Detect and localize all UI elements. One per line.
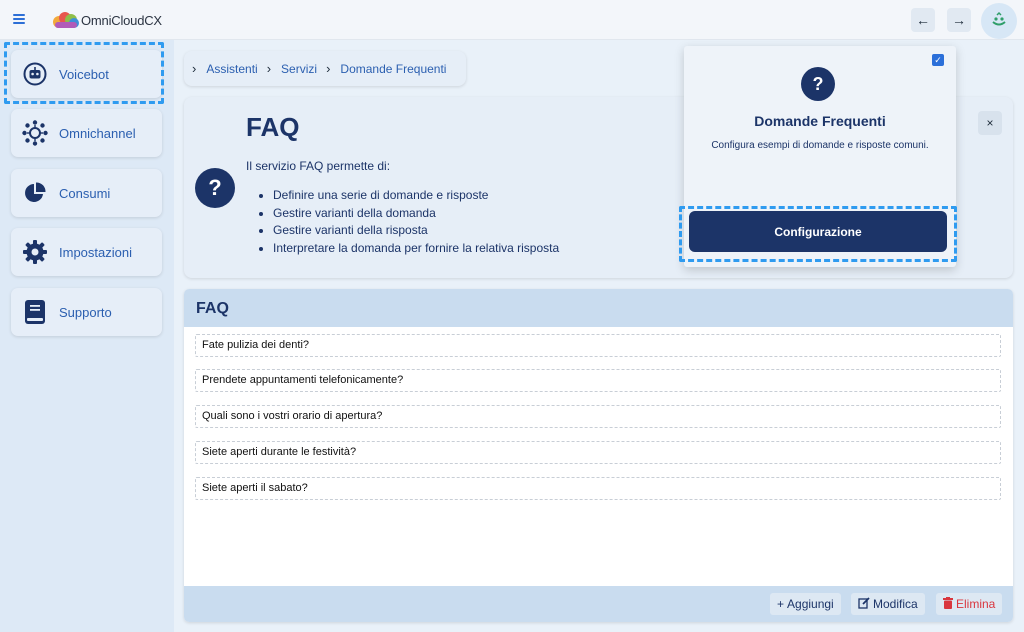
edit-button-label: Modifica [873, 597, 918, 611]
sidebar [0, 40, 174, 632]
arrow-left-icon: ← [916, 12, 930, 28]
breadcrumb-domande-frequenti[interactable]: Domande Frequenti [340, 61, 447, 76]
bot-avatar-icon [989, 11, 1009, 31]
arrow-right-icon: → [952, 12, 966, 28]
faq-table-header [184, 289, 1013, 327]
feature-item: • Definire una serie di domande e risposte [273, 187, 559, 205]
sidebar-item-label: Voicebot [59, 66, 109, 82]
delete-button-label: Elimina [956, 597, 996, 611]
sidebar-item-consumi[interactable] [11, 169, 162, 217]
configurazione-button[interactable]: Configurazione [689, 211, 947, 252]
sidebar-item-omnichannel[interactable] [11, 109, 162, 157]
back-button[interactable] [911, 8, 935, 32]
popup-title: Domande Frequenti [754, 113, 886, 129]
gear-icon [22, 239, 48, 265]
edit-icon [858, 597, 870, 612]
faq-row[interactable]: Prendete appuntamenti telefonicamente? [195, 369, 1001, 392]
edit-button[interactable] [851, 593, 925, 615]
robot-icon [22, 61, 48, 87]
close-button[interactable] [978, 111, 1002, 135]
forward-button[interactable] [947, 8, 971, 32]
cloud-logo-icon [52, 11, 80, 29]
menu-icon[interactable] [13, 12, 27, 26]
faq-table-title: FAQ [196, 300, 229, 317]
sidebar-item-voicebot[interactable] [11, 50, 162, 98]
app-title: OmniCloudCX [81, 12, 162, 28]
popup-subtitle: Configura esempi di domande e risposte comuni. [711, 140, 929, 151]
feature-item: • Gestire varianti della domanda [273, 205, 559, 223]
check-icon: ✓ [934, 54, 942, 65]
top-bar [0, 0, 1024, 40]
trash-icon [943, 597, 953, 612]
page-title: FAQ [246, 112, 300, 142]
breadcrumb-servizi[interactable]: Servizi [281, 61, 318, 76]
sidebar-item-label: Omnichannel [59, 125, 136, 141]
close-icon: × [986, 116, 994, 130]
add-button[interactable] [770, 593, 841, 615]
feature-item: • Interpretare la domanda per fornire la relativa risposta [273, 240, 559, 258]
question-icon: ? [801, 67, 835, 101]
add-button-label: Aggiungi [787, 597, 834, 611]
service-card-popup [684, 46, 956, 267]
question-icon: ? [195, 168, 235, 208]
sidebar-item-label: Consumi [59, 185, 111, 201]
sidebar-item-label: Impostazioni [59, 244, 132, 260]
sidebar-item-label: Supporto [59, 304, 112, 320]
chevron-right-icon: › [266, 61, 272, 76]
avatar[interactable] [981, 3, 1017, 39]
logo [52, 9, 162, 31]
sidebar-item-impostazioni[interactable] [11, 228, 162, 276]
faq-table [184, 289, 1013, 622]
delete-button[interactable] [936, 593, 1002, 615]
faq-row[interactable]: Fate pulizia dei denti? [195, 334, 1001, 357]
feature-list [273, 187, 559, 257]
faq-row[interactable]: Siete aperti durante le festività? [195, 441, 1001, 464]
breadcrumb [184, 51, 466, 86]
faq-row[interactable]: Quali sono i vostri orario di apertura? [195, 405, 1001, 428]
faq-row[interactable]: Siete aperti il sabato? [195, 477, 1001, 500]
plus-icon: + [777, 597, 785, 611]
sidebar-item-supporto[interactable] [11, 288, 162, 336]
chevron-right-icon: › [192, 61, 197, 76]
chevron-right-icon: › [326, 61, 331, 76]
feature-item: • Gestire varianti della risposta [273, 222, 559, 240]
breadcrumb-assistenti[interactable]: Assistenti [206, 61, 258, 76]
pie-chart-icon [22, 180, 48, 206]
book-icon [22, 299, 48, 325]
network-icon [22, 120, 48, 146]
checkbox-enabled[interactable] [932, 54, 944, 66]
service-description: Il servizio FAQ permette di: [246, 159, 391, 173]
faq-table-footer [184, 586, 1013, 622]
